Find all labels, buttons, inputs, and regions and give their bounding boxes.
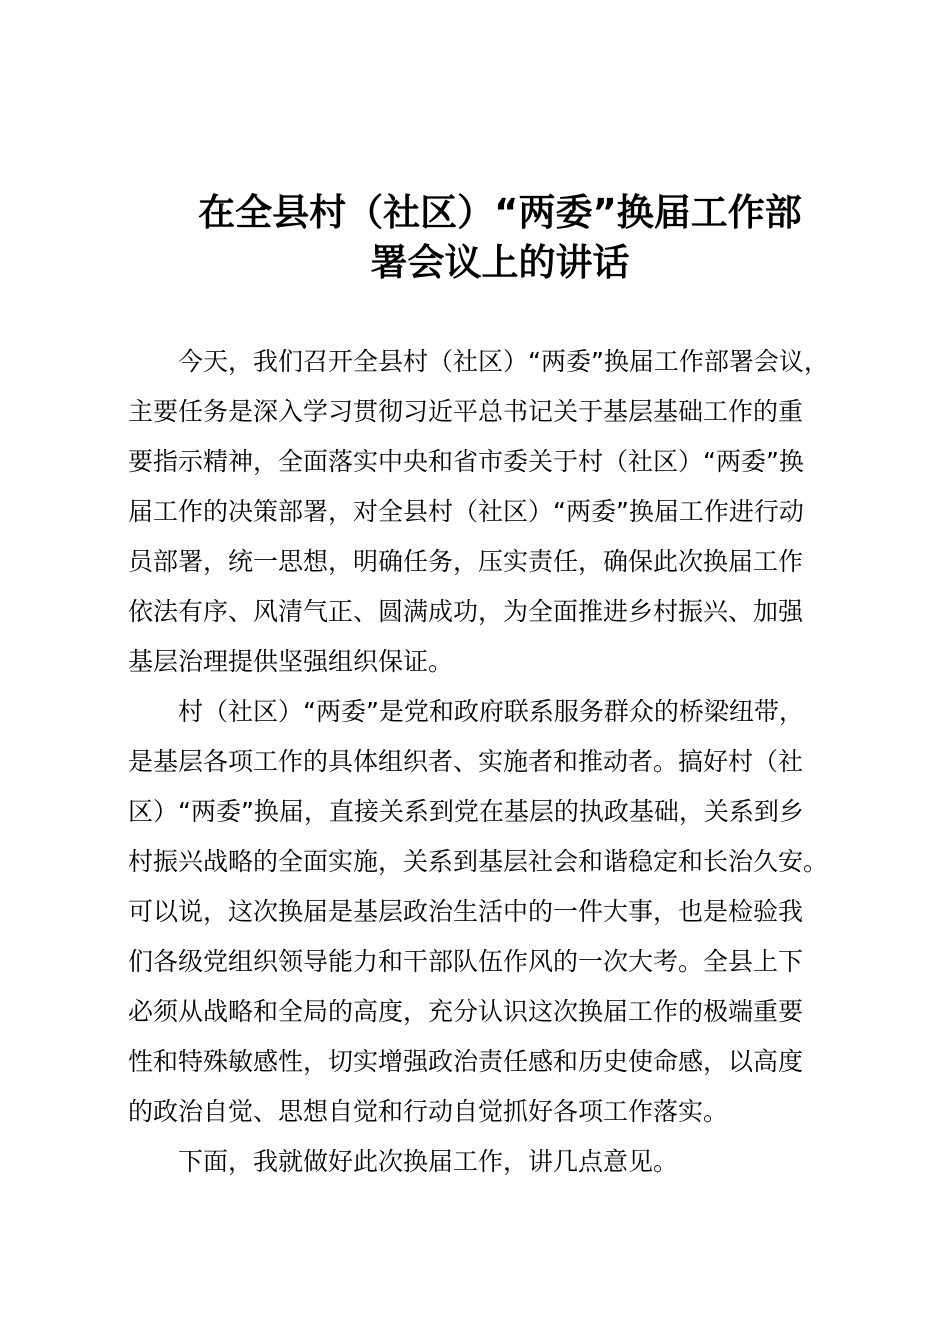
document-title-line-2: 署会议上的讲话 — [370, 241, 630, 284]
paragraph-3-line-1: 下面，我就做好此次换届工作，讲几点意见。 — [178, 1147, 679, 1176]
paragraph-2-line-5: 可以说，这次换届是基层政治生活中的一件大事，也是检验我 — [128, 897, 804, 926]
document-title-line-1: 在全县村（社区）“两委”换届工作部 — [198, 191, 802, 234]
paragraph-2-line-9: 的政治自觉、思想自觉和行动自觉抓好各项工作落实。 — [128, 1097, 729, 1126]
paragraph-1-line-6: 依法有序、风清气正、圆满成功，为全面推进乡村振兴、加强 — [128, 597, 804, 626]
paragraph-2-line-6: 们各级党组织领导能力和干部队伍作风的一次大考。全县上下 — [128, 947, 804, 976]
paragraph-2-line-4: 村振兴战略的全面实施，关系到基层社会和谐稳定和长治久安。 — [128, 847, 829, 876]
paragraph-1-line-7: 基层治理提供坚强组织保证。 — [128, 647, 454, 676]
paragraph-1-line-5: 员部署，统一思想，明确任务，压实责任，确保此次换届工作 — [128, 547, 804, 576]
paragraph-2-line-7: 必须从战略和全局的高度，充分认识这次换届工作的极端重要 — [128, 997, 804, 1026]
paragraph-1-line-3: 要指示精神，全面落实中央和省市委关于村（社区）“两委”换 — [128, 447, 804, 476]
paragraph-1-line-2: 主要任务是深入学习贯彻习近平总书记关于基层基础工作的重 — [128, 397, 804, 426]
paragraph-1-line-4: 届工作的决策部署，对全县村（社区）“两委”换届工作进行动 — [128, 497, 804, 526]
paragraph-2-line-8: 性和特殊敏感性，切实增强政治责任感和历史使命感，以高度 — [128, 1047, 804, 1076]
paragraph-2-line-3: 区）“两委”换届，直接关系到党在基层的执政基础，关系到乡 — [128, 797, 804, 826]
paragraph-1-line-1: 今天，我们召开全县村（社区）“两委”换届工作部署会议， — [178, 347, 829, 376]
paragraph-2-line-1: 村（社区）“两委”是党和政府联系服务群众的桥梁纽带， — [178, 697, 804, 726]
paragraph-2-line-2: 是基层各项工作的具体组织者、实施者和推动者。搞好村（社 — [128, 747, 804, 776]
